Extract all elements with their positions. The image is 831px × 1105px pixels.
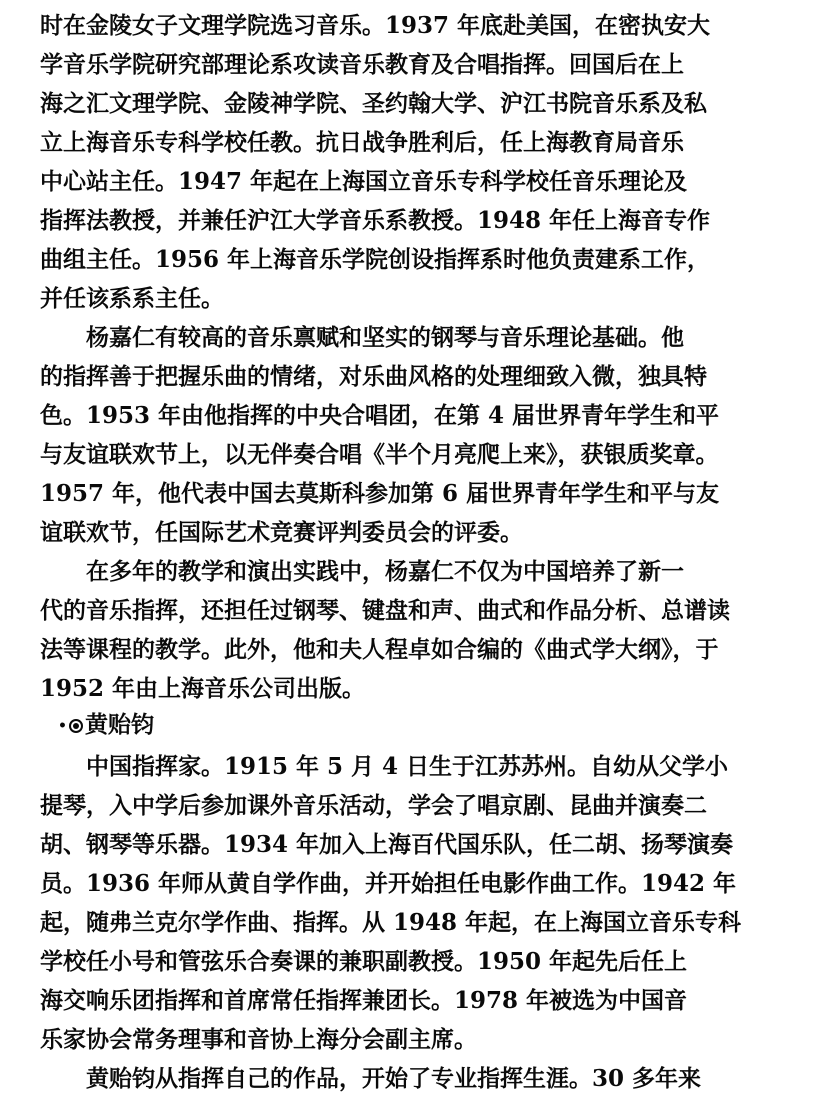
section-heading	[58, 708, 154, 742]
text-line: 色。1953 年由他指挥的中央合唱团，在第 4 届世界青年学生和平	[40, 402, 720, 429]
text-line: 乐家协会常务理事和音协上海分会副主席。	[40, 1026, 477, 1053]
text-line: 海交响乐团指挥和首席常任指挥兼团长。1978 年被选为中国音	[40, 987, 688, 1014]
text-line: 海之汇文理学院、金陵神学院、圣约翰大学、沪江书院音乐系及私	[40, 90, 707, 117]
text-line: 与友谊联欢节上，以无伴奏合唱《半个月亮爬上来》，获银质奖章。	[40, 441, 719, 468]
text-line: 代的音乐指挥，还担任过钢琴、键盘和声、曲式和作品分析、总谱读	[40, 597, 730, 624]
text-line: 曲组主任。1956 年上海音乐学院创设指挥系时他负责建系工作，	[40, 246, 711, 273]
heading-mark: •	[58, 718, 67, 734]
text-line: 胡、钢琴等乐器。1934 年加入上海百代国乐队，任二胡、扬琴演奏	[40, 831, 734, 858]
text-line: 杨嘉仁有较高的音乐禀赋和坚实的钢琴与音乐理论基础。他	[86, 324, 684, 351]
text-line: 提琴，入中学后参加课外音乐活动，学会了唱京剧、昆曲并演奏二	[40, 792, 707, 819]
text-line: 指挥法教授，并兼任沪江大学音乐系教授。1948 年任上海音专作	[40, 207, 711, 234]
text-line: 时在金陵女子文理学院选习音乐。1937 年底赴美国，在密执安大	[40, 12, 711, 39]
text-line: 学校任小号和管弦乐合奏课的兼职副教授。1950 年起先后任上	[40, 948, 688, 975]
section-title: 黄贻钧	[84, 711, 154, 738]
text-line: 法等课程的教学。此外，他和夫人程卓如合编的《曲式学大纲》，于	[40, 636, 719, 663]
text-line: 1957 年，他代表中国去莫斯科参加第 6 届世界青年学生和平与友	[40, 480, 720, 507]
text-line: 的指挥善于把握乐曲的情绪，对乐曲风格的处理细致入微，独具特	[40, 363, 707, 390]
text-line: 立上海音乐专科学校任教。抗日战争胜利后，任上海教育局音乐	[40, 129, 684, 156]
circled-dot-icon	[69, 719, 83, 733]
text-line: 在多年的教学和演出实践中，杨嘉仁不仅为中国培养了新一	[86, 558, 684, 585]
text-line: 并任该系系主任。	[40, 285, 224, 312]
text-line: 黄贻钧从指挥自己的作品，开始了专业指挥生涯。30 多年来	[86, 1065, 702, 1092]
text-line: 起，随弗兰克尔学作曲、指挥。从 1948 年起，在上海国立音乐专科	[40, 909, 742, 936]
text-line: 中心站主任。1947 年起在上海国立音乐专科学校任音乐理论及	[40, 168, 688, 195]
text-line: 员。1936 年师从黄自学作曲，并开始担任电影作曲工作。1942 年	[40, 870, 737, 897]
text-line: 中国指挥家。1915 年 5 月 4 日生于江苏苏州。自幼从父学小	[86, 753, 729, 780]
text-line: 学音乐学院研究部理论系攻读音乐教育及合唱指挥。回国后在上	[40, 51, 684, 78]
text-line: 1952 年由上海音乐公司出版。	[40, 675, 366, 702]
text-line: 谊联欢节，任国际艺术竞赛评判委员会的评委。	[40, 519, 523, 546]
